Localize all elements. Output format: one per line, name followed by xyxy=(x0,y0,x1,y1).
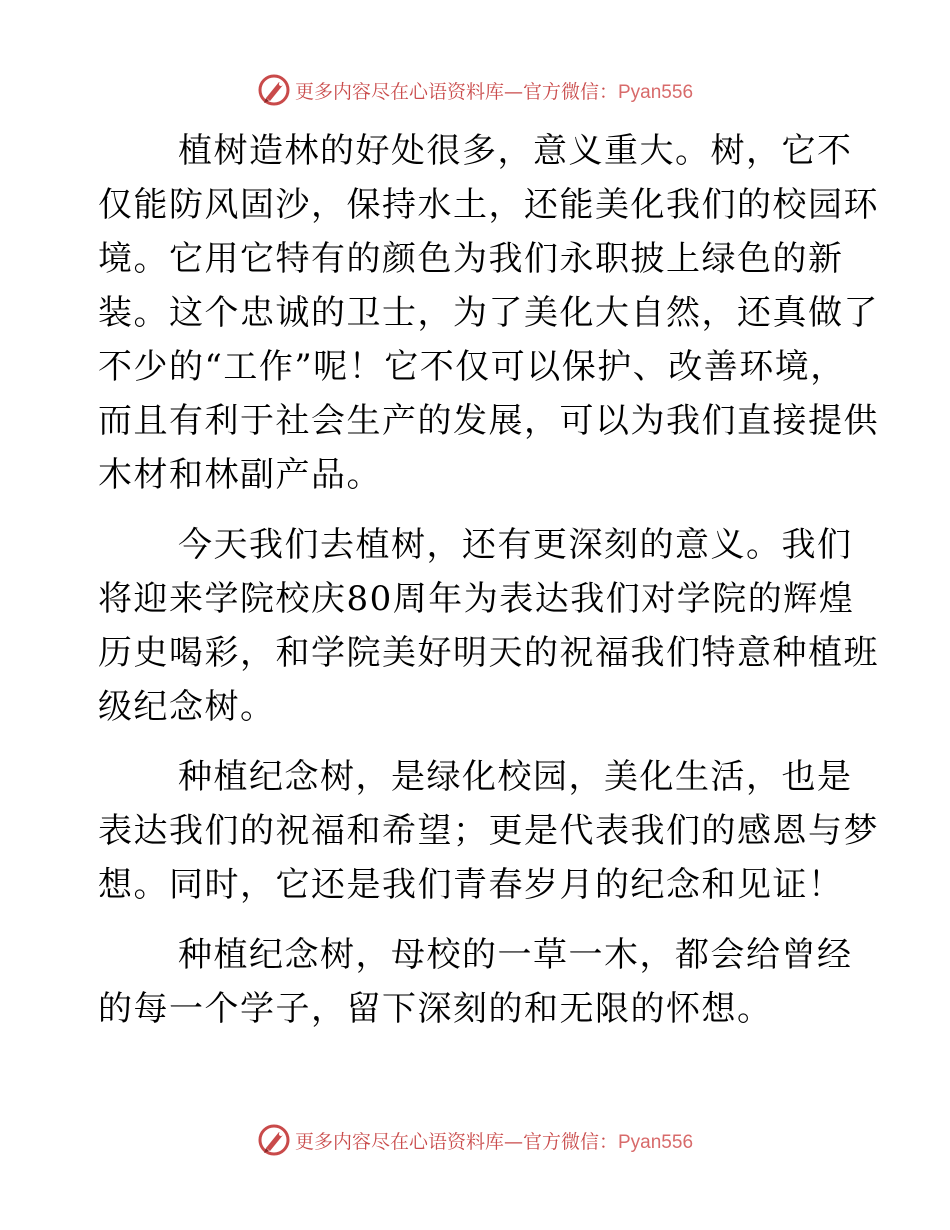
footer-banner xyxy=(0,1120,950,1160)
paragraph-2 xyxy=(98,518,879,734)
pen-logo-icon xyxy=(257,73,291,107)
text-line: 将迎来学院校庆80周年为表达我们对学院的辉煌 xyxy=(98,579,855,619)
footer-wechat-id: Pyan556 xyxy=(618,1131,694,1153)
text-line: 今天我们去植树，还有更深刻的意义。我们 xyxy=(178,525,853,565)
footer-banner-label: 更多内容尽在心语资料库—官方微信： xyxy=(294,1130,618,1153)
header-banner-text xyxy=(295,77,693,104)
header-banner xyxy=(0,70,950,110)
text-line: 表达我们的祝福和希望；更是代表我们的感恩与梦 xyxy=(98,811,879,851)
text-line: 想。同时，它还是我们青春岁月的纪念和见证！ xyxy=(98,865,844,905)
text-line: 级纪念树。 xyxy=(98,687,276,727)
text-line: 装。这个忠诚的卫士，为了美化大自然，还真做了 xyxy=(98,293,879,333)
text-line: 木材和林副产品。 xyxy=(98,455,382,495)
text-line: 种植纪念树，母校的一草一木，都会给曾经 xyxy=(178,935,853,975)
paragraph-4 xyxy=(98,928,853,1036)
text-line: 的每一个学子，留下深刻的和无限的怀想。 xyxy=(98,989,773,1029)
text-line: 不少的“工作”呢！它不仅可以保护、改善环境， xyxy=(98,347,846,387)
header-banner-label: 更多内容尽在心语资料库—官方微信： xyxy=(294,80,618,103)
text-line: 而且有利于社会生产的发展，可以为我们直接提供 xyxy=(98,401,879,441)
pen-logo-icon xyxy=(257,1123,291,1157)
text-line: 历史喝彩，和学院美好明天的祝福我们特意种植班 xyxy=(98,633,879,673)
header-wechat-id: Pyan556 xyxy=(618,81,694,103)
paragraph-1 xyxy=(98,124,879,502)
text-line: 植树造林的好处很多，意义重大。树，它不 xyxy=(178,131,853,171)
text-line: 境。它用它特有的颜色为我们永职披上绿色的新 xyxy=(98,239,844,279)
paragraph-3 xyxy=(98,750,879,912)
document-body xyxy=(98,124,879,1052)
footer-banner-text xyxy=(295,1127,693,1154)
text-line: 种植纪念树，是绿化校园，美化生活，也是 xyxy=(178,757,853,797)
text-line: 仅能防风固沙，保持水土，还能美化我们的校园环 xyxy=(98,185,879,225)
